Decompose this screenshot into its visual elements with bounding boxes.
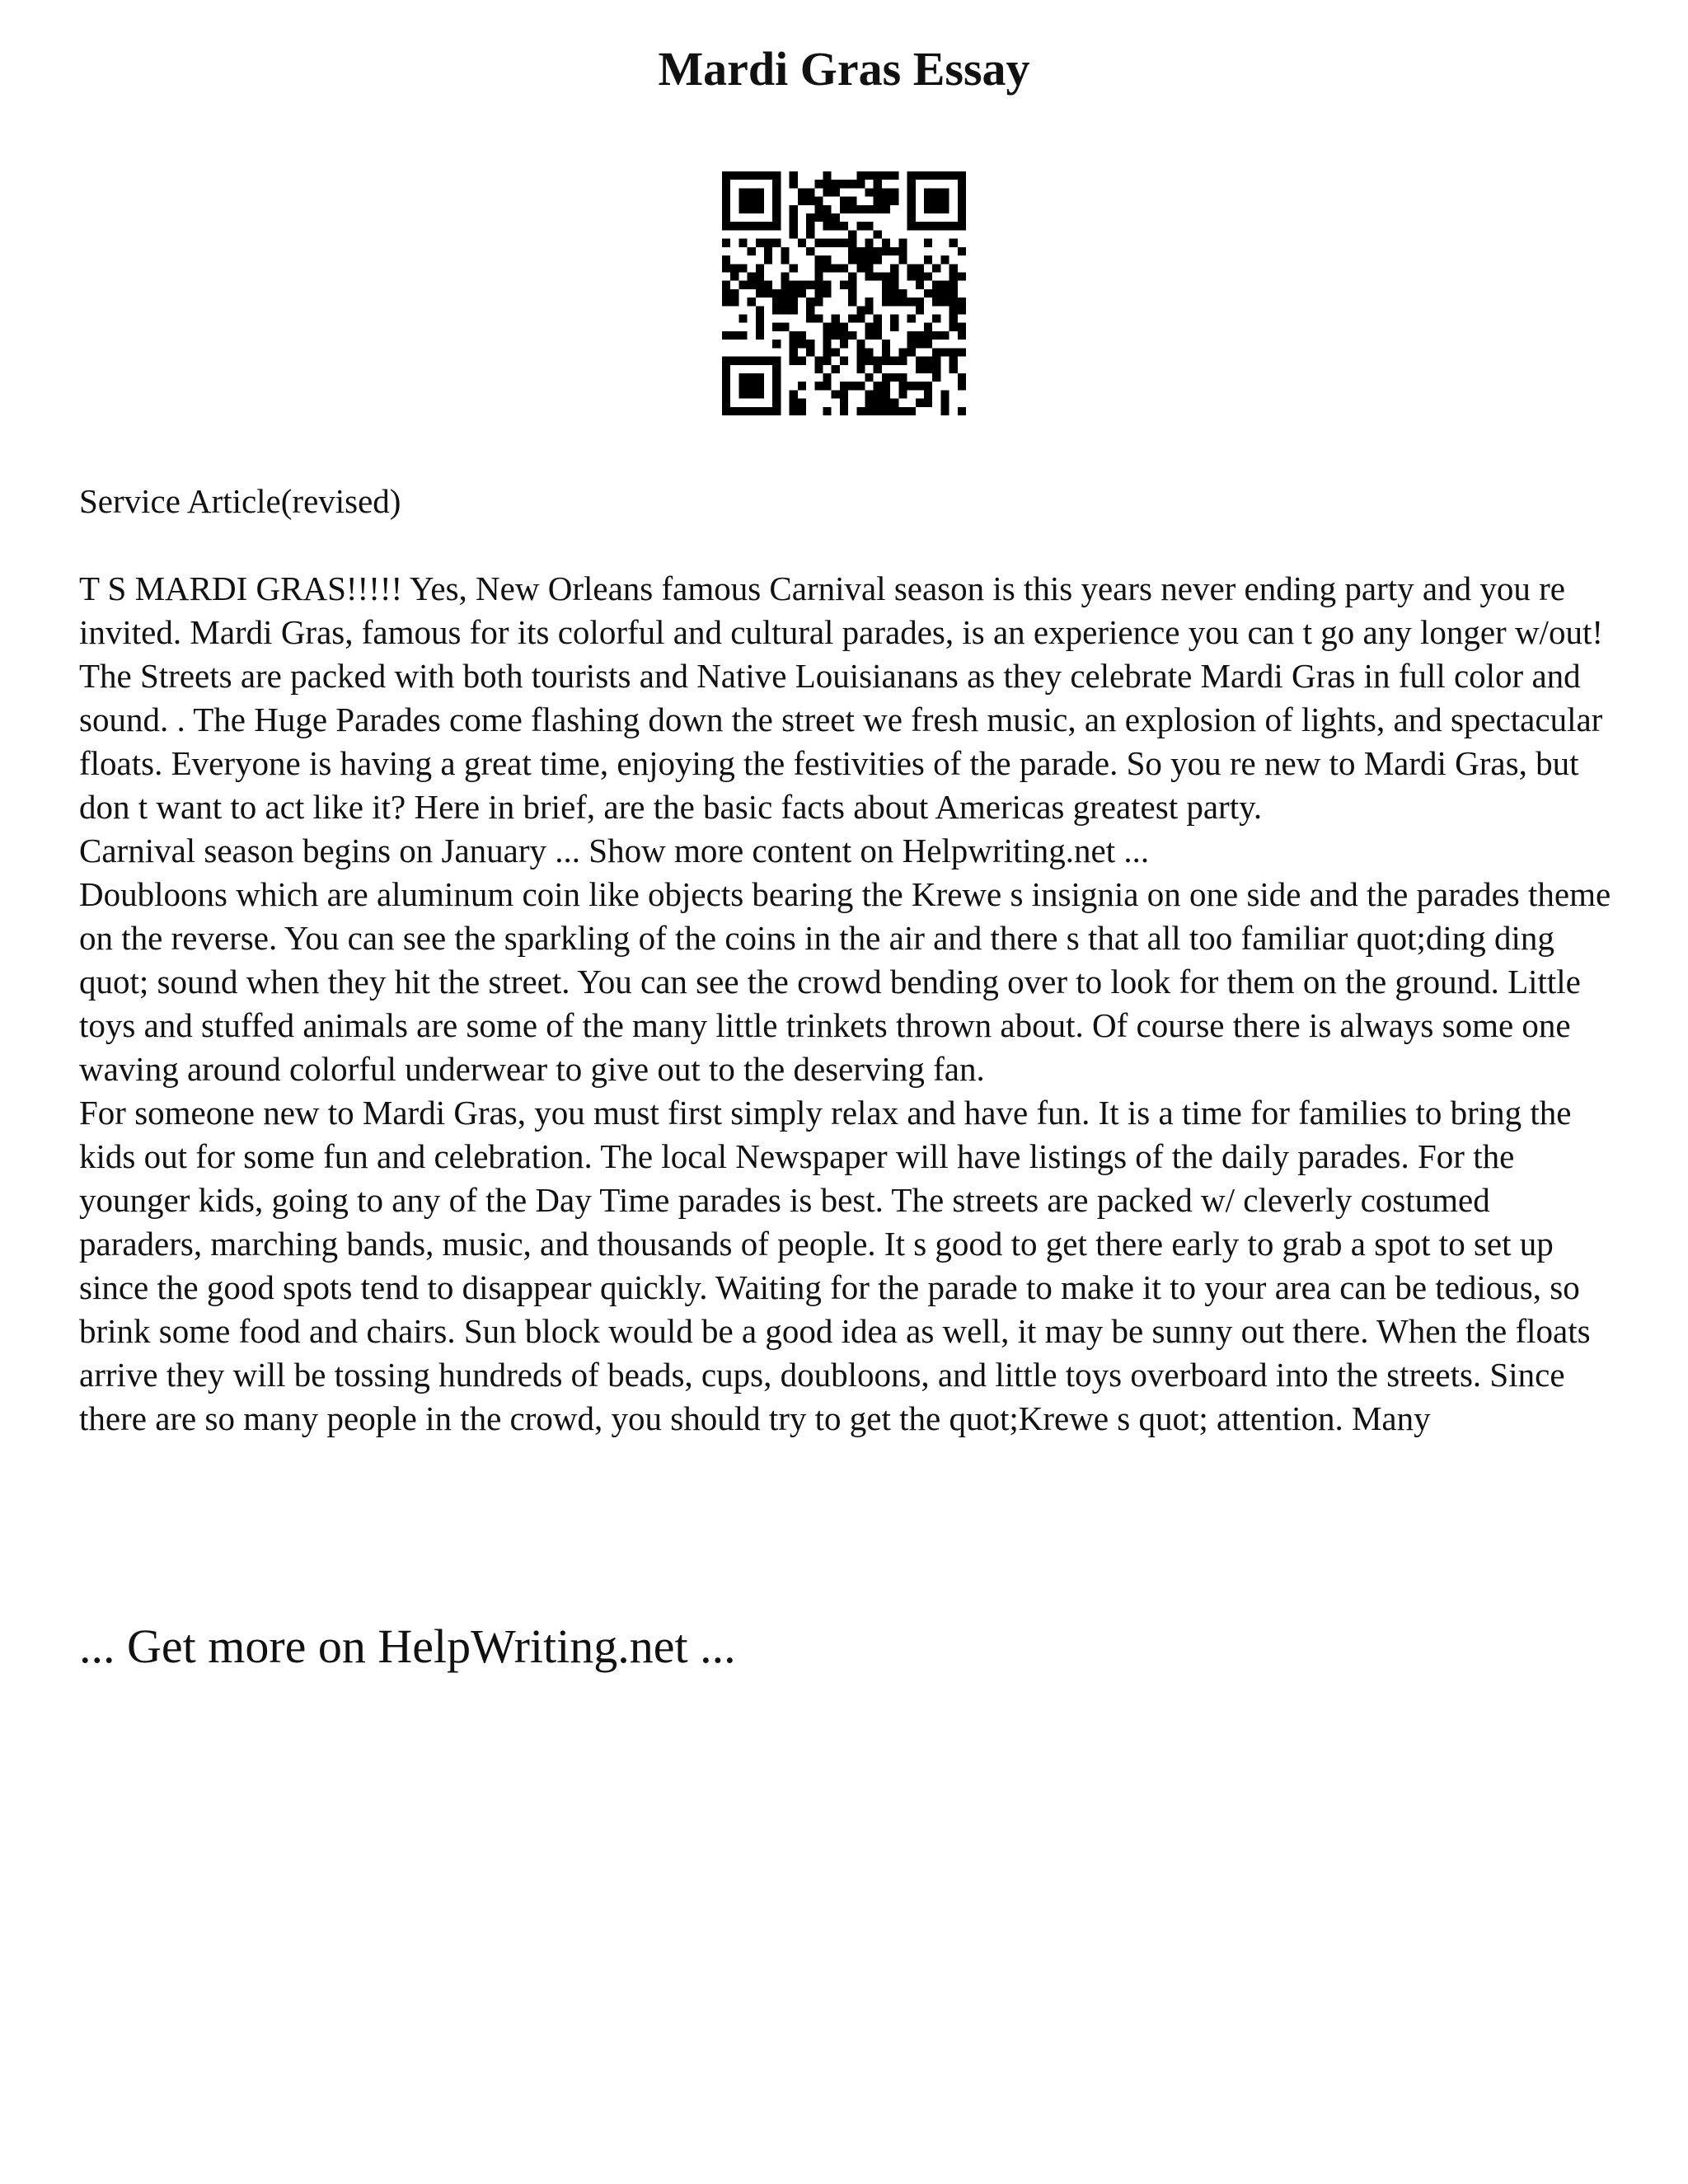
get-more-link[interactable]: ... Get more on HelpWriting.net ... — [79, 1619, 736, 1673]
article-paragraph: Doubloons which are aluminum coin like objects bearing the Krewe s insignia on one side and the parades theme on the reverse. You can see the sparkling of the coins in the air and there s that all too familiar quot;ding ding quot; sound when they hit the street. You can see the crowd bending over to look for them on the ground. Little toys and stuffed animals are some of the many little trinkets thrown about. Of course there is always some one waving around colorful underwear to give out to the deserving fan. — [79, 875, 1611, 1088]
article-paragraph: Carnival season begins on January ... Show more content on Helpwriting.net ... — [79, 832, 1150, 869]
article-subheading: Service Article(revised) — [79, 482, 401, 520]
article-paragraph: T S MARDI GRAS!!!!! Yes, New Orleans famous Carnival season is this years never ending party and you re invited. Mardi Gras, famous for its colorful and cultural parades, is an experience you can t go any longer w/out! The Streets are packed with both tourists and Native Louisianans as they celebrate Mardi Gras in full color and sound. . The Huge Parades come flashing down the street we fresh music, an explosion of lights, and spectacular floats. Everyone is having a great time, enjoying the festivities of the parade. So you re new to Mardi Gras, but don t want to act like it? Here in brief, are the basic facts about Americas greatest party. — [79, 569, 1603, 826]
qr-code-icon[interactable] — [722, 171, 966, 415]
article-paragraph: For someone new to Mardi Gras, you must first simply relax and have fun. It is a time for families to bring the kids out for some fun and celebration. The local Newspaper will have listings of the daily parades. For the younger kids, going to any of the Day Time parades is best. The streets are packed w/ cleverly costumed paraders, marching bands, music, and thousands of people. It s good to get there early to grab a spot to set up since the good spots tend to disappear quickly. Waiting for the parade to make it to your area can be tedious, so brink some food and chairs. Sun block would be a good idea as well, it may be sunny out there. When the floats arrive they will be tossing hundreds of beads, cups, doubloons, and little toys overboard into the streets. Since there are so many people in the crowd, you should try to get the quot;Krewe s quot; attention. Many — [79, 1094, 1591, 1437]
article-body — [79, 480, 1620, 1441]
page-title: Mardi Gras Essay — [658, 42, 1030, 96]
